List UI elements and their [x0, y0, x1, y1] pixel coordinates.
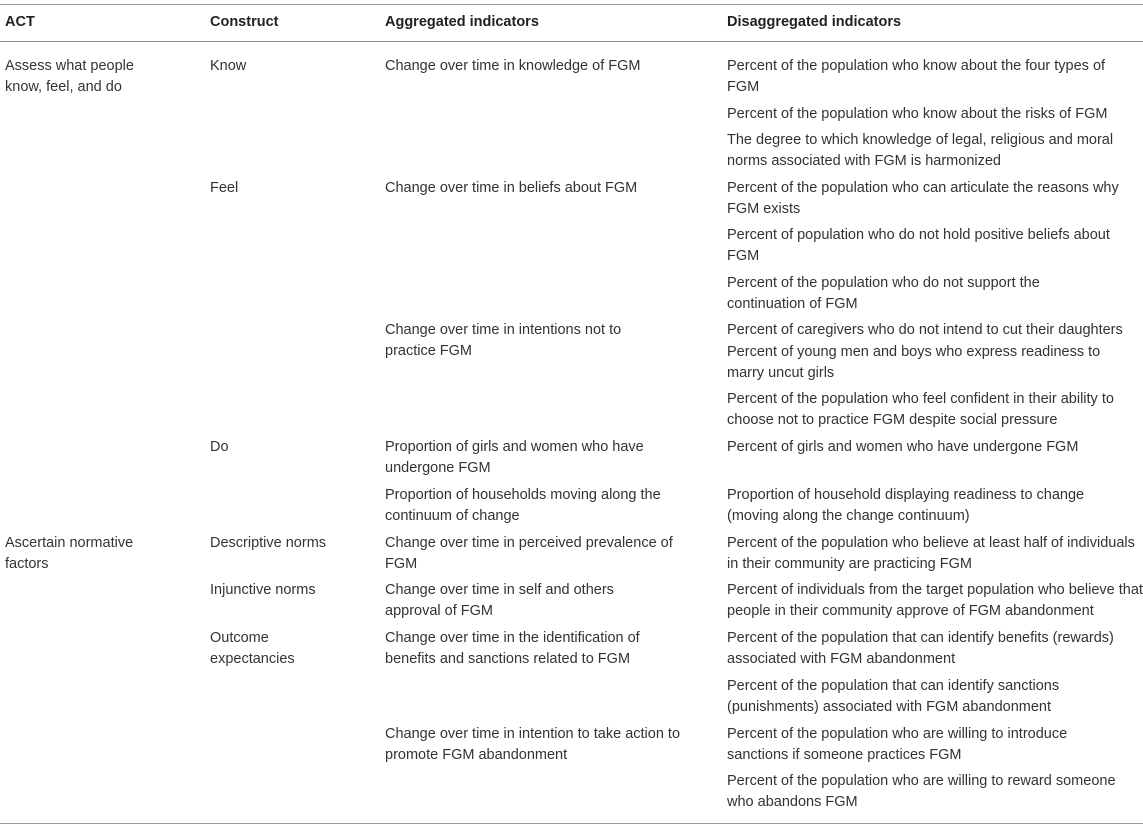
header-disaggregated-indicators: Disaggregated indicators [727, 14, 902, 30]
header-act: ACT [5, 14, 35, 30]
aggregated-indicator-1: Change over time in knowledge of FGM [385, 58, 641, 74]
act-ascertain: Ascertain normative factors [5, 535, 134, 572]
disaggregated-indicator-3: The degree to which knowledge of legal, religious and moral norms associated with FGM is harmonized [727, 132, 1114, 169]
disaggregated-indicator-9: Percent of the population who feel confident in their ability to choose not to practice FGM despite social pressure [727, 391, 1114, 428]
disaggregated-indicator-5: Percent of population who do not hold positive beliefs about FGM [727, 227, 1110, 264]
construct-descriptive-norms: Descriptive norms [210, 535, 327, 551]
disaggregated-indicator-8: Percent of young men and boys who express readiness to marry uncut girls [727, 344, 1101, 381]
construct-know: Know [210, 58, 247, 74]
header-construct: Construct [210, 14, 279, 30]
table-top-rule [0, 4, 1143, 5]
construct-outcome-expectancies: Outcome expectancies [210, 630, 295, 667]
disaggregated-indicator-14: Percent of the population that can identify benefits (rewards) associated with FGM abandonment [727, 630, 1114, 667]
disaggregated-indicator-12: Percent of the population who believe at least half of individuals in their community are practicing FGM [727, 535, 1135, 572]
disaggregated-indicator-17: Percent of the population who are willing to reward someone who abandons FGM [727, 773, 1116, 810]
disaggregated-indicator-6: Percent of the population who do not support the continuation of FGM [727, 275, 1040, 312]
aggregated-indicator-5: Proportion of households moving along the continuum of change [385, 487, 661, 524]
aggregated-indicator-4: Proportion of girls and women who have undergone FGM [385, 439, 644, 476]
aggregated-indicator-9: Change over time in intention to take action to promote FGM abandonment [385, 726, 681, 763]
disaggregated-indicator-11: Proportion of household displaying readiness to change (moving along the change continuum) [727, 487, 1085, 524]
aggregated-indicator-7: Change over time in self and others approval of FGM [385, 582, 614, 619]
header-aggregated-indicators: Aggregated indicators [385, 14, 539, 30]
aggregated-indicator-3: Change over time in intentions not to practice FGM [385, 322, 622, 359]
disaggregated-indicator-2: Percent of the population who know about the risks of FGM [727, 106, 1108, 122]
disaggregated-indicator-7: Percent of caregivers who do not intend to cut their daughters [727, 322, 1123, 338]
disaggregated-indicator-10: Percent of girls and women who have undergone FGM [727, 439, 1079, 455]
header-rule [0, 41, 1143, 42]
disaggregated-indicator-13: Percent of individuals from the target population who believe that people in their community approve of FGM abandonment [727, 582, 1143, 619]
disaggregated-indicator-16: Percent of the population who are willing to introduce sanctions if someone practices FGM [727, 726, 1068, 763]
disaggregated-indicator-1: Percent of the population who know about the four types of FGM [727, 58, 1106, 95]
disaggregated-indicator-15: Percent of the population that can identify sanctions (punishments) associated with FGM abandonment [727, 678, 1060, 715]
table-bottom-rule [0, 823, 1143, 824]
aggregated-indicator-6: Change over time in perceived prevalence of FGM [385, 535, 673, 572]
disaggregated-indicator-4: Percent of the population who can articulate the reasons why FGM exists [727, 180, 1119, 217]
construct-do: Do [210, 439, 229, 455]
construct-feel: Feel [210, 180, 239, 196]
aggregated-indicator-8: Change over time in the identification of benefits and sanctions related to FGM [385, 630, 640, 667]
aggregated-indicator-2: Change over time in beliefs about FGM [385, 180, 638, 196]
act-assess: Assess what people know, feel, and do [5, 58, 134, 95]
construct-injunctive-norms: Injunctive norms [210, 582, 316, 598]
